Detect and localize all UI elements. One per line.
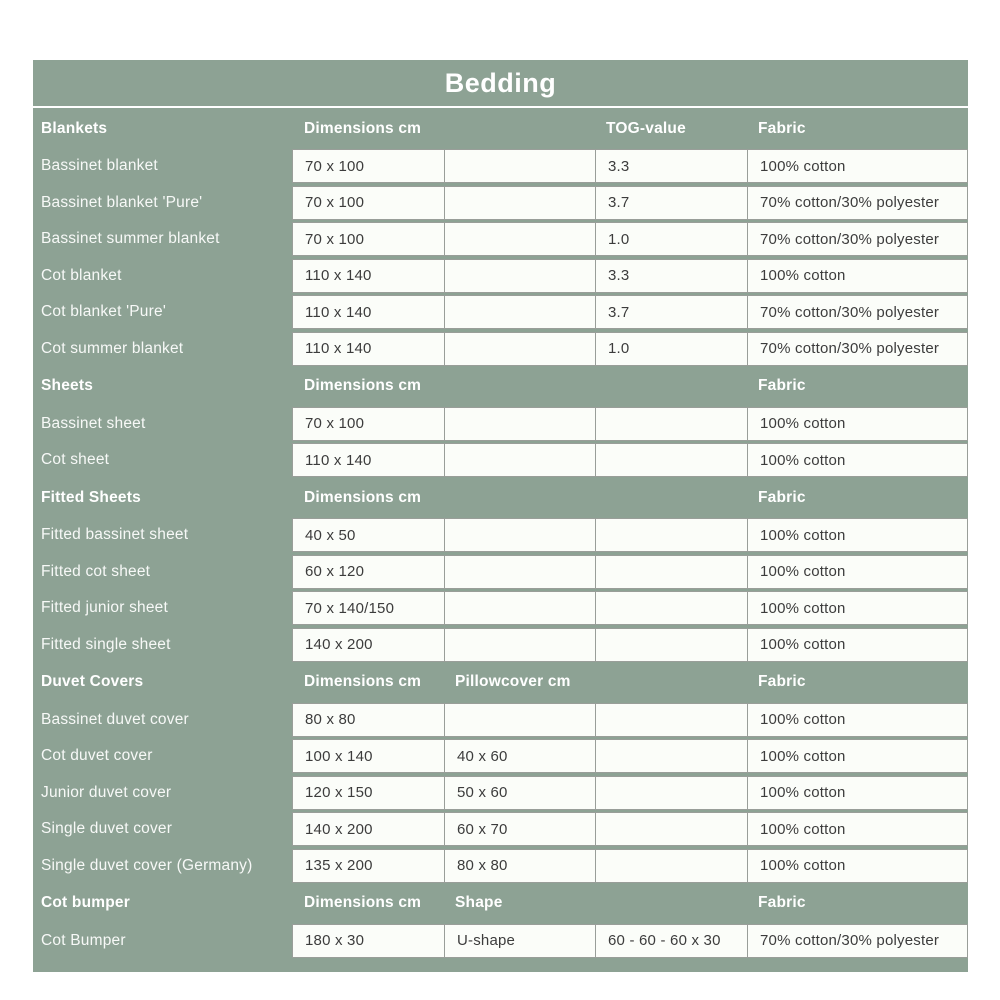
- row-cells: [292, 259, 968, 293]
- table-row: [33, 259, 968, 293]
- section-column-headers: [292, 664, 968, 700]
- cell-dimensions: 40 x 50: [305, 526, 356, 544]
- cell-tog: 3.7: [595, 187, 747, 219]
- cell-tog: [595, 592, 747, 624]
- row-label: Cot summer blanket: [41, 339, 184, 357]
- cell-fabric: 100% cotton: [747, 519, 967, 551]
- cell-fabric: 100% cotton: [747, 629, 967, 661]
- cell-secondary: 80 x 80: [444, 850, 595, 882]
- cell-tog: [595, 629, 747, 661]
- column-header-fabric: Fabric: [758, 377, 806, 394]
- row-label: Cot blanket 'Pure': [41, 303, 166, 320]
- cell-tog: 3.3: [595, 150, 747, 182]
- cell-tog: 60 - 60 - 60 x 30: [595, 925, 747, 957]
- table-title-band: [33, 60, 968, 108]
- column-header-dimensions: Dimensions cm: [304, 119, 422, 137]
- cell-secondary: [444, 704, 595, 736]
- row-cells: [292, 332, 968, 366]
- cell-fabric: 100% cotton: [747, 556, 967, 588]
- cell-dimensions: 60 x 120: [305, 563, 365, 580]
- cell-tog: [595, 444, 747, 476]
- row-label: Fitted bassinet sheet: [41, 526, 189, 543]
- cell-secondary: [444, 629, 595, 661]
- cell-secondary: 40 x 60: [444, 740, 595, 772]
- cell-fabric: 100% cotton: [747, 260, 967, 292]
- row-cells: [292, 555, 968, 589]
- table-body: [33, 111, 968, 958]
- row-cells: [292, 222, 968, 256]
- cell-tog: 1.0: [595, 333, 747, 365]
- row-label: Cot Bumper: [41, 931, 126, 949]
- column-header-fabric: Fabric: [758, 673, 806, 690]
- table-row: [33, 849, 968, 883]
- table-row: [33, 555, 968, 589]
- table-row: [33, 591, 968, 625]
- cell-secondary: U-shape: [444, 925, 595, 957]
- cell-secondary: [444, 223, 595, 255]
- row-cells: [292, 849, 968, 883]
- cell-tog: [595, 813, 747, 845]
- cell-dimensions: 180 x 30: [305, 932, 365, 949]
- section-header-row: [33, 664, 968, 700]
- row-cells: [292, 518, 968, 552]
- cell-fabric: 100% cotton: [747, 150, 967, 182]
- table-row: [33, 812, 968, 846]
- table-row: [33, 739, 968, 773]
- column-header-tog: [594, 480, 746, 516]
- row-label: Single duvet cover (Germany): [41, 856, 253, 874]
- section-header-row: [33, 111, 968, 147]
- row-cells: [292, 924, 968, 958]
- cell-tog: [595, 556, 747, 588]
- cell-fabric: 70% cotton/30% polyester: [747, 187, 967, 219]
- column-header-secondary: Pillowcover cm: [455, 673, 571, 690]
- section-title: Duvet Covers: [41, 673, 144, 690]
- column-header-secondary: [443, 368, 594, 404]
- cell-dimensions: 120 x 150: [305, 784, 373, 801]
- section-header-row: [33, 480, 968, 516]
- cell-tog: [595, 519, 747, 551]
- cell-fabric: 100% cotton: [747, 813, 967, 845]
- cell-dimensions: 110 x 140: [305, 267, 372, 284]
- cell-fabric: 100% cotton: [747, 408, 967, 440]
- cell-secondary: [444, 296, 595, 328]
- cell-dimensions: 70 x 140/150: [305, 599, 395, 617]
- section-column-headers: [292, 480, 968, 516]
- cell-dimensions: 135 x 200: [305, 857, 373, 874]
- table-row: [33, 295, 968, 329]
- cell-tog: [595, 740, 747, 772]
- cell-dimensions: 70 x 100: [305, 157, 365, 175]
- section-title: Cot bumper: [41, 894, 130, 911]
- section-column-headers: [292, 111, 968, 147]
- column-header-dimensions: Dimensions cm: [304, 894, 422, 911]
- cell-tog: [595, 408, 747, 440]
- cell-secondary: [444, 519, 595, 551]
- row-cells: [292, 295, 968, 329]
- cell-dimensions: 110 x 140: [305, 303, 372, 321]
- cell-dimensions: 70 x 100: [305, 415, 365, 432]
- row-cells: [292, 591, 968, 625]
- cell-tog: 1.0: [595, 223, 747, 255]
- cell-tog: [595, 850, 747, 882]
- column-header-secondary: [443, 111, 594, 147]
- table-row: [33, 222, 968, 256]
- cell-fabric: 100% cotton: [747, 740, 967, 772]
- cell-secondary: [444, 187, 595, 219]
- column-header-dimensions: Dimensions cm: [304, 488, 422, 506]
- cell-secondary: [444, 150, 595, 182]
- cell-secondary: [444, 260, 595, 292]
- table-row: [33, 924, 968, 958]
- cell-secondary: [444, 444, 595, 476]
- cell-fabric: 70% cotton/30% polyester: [747, 296, 967, 328]
- row-label: Bassinet sheet: [41, 414, 146, 432]
- table-row: [33, 776, 968, 810]
- column-header-fabric: Fabric: [758, 894, 806, 911]
- cell-secondary: [444, 556, 595, 588]
- row-cells: [292, 812, 968, 846]
- row-label: Bassinet blanket: [41, 157, 158, 174]
- row-label: Cot duvet cover: [41, 747, 153, 764]
- row-cells: [292, 739, 968, 773]
- cell-dimensions: 70 x 100: [305, 230, 365, 248]
- table-row: [33, 443, 968, 477]
- section-header-row: [33, 368, 968, 404]
- column-header-tog: TOG-value: [606, 119, 686, 137]
- cell-fabric: 100% cotton: [747, 777, 967, 809]
- column-header-tog: [594, 368, 746, 404]
- section-column-headers: [292, 368, 968, 404]
- row-cells: [292, 186, 968, 220]
- cell-dimensions: 100 x 140: [305, 747, 373, 765]
- column-header-secondary: [443, 480, 594, 516]
- cell-fabric: 100% cotton: [747, 850, 967, 882]
- section-title: Sheets: [41, 377, 94, 394]
- row-label: Single duvet cover: [41, 820, 173, 837]
- row-cells: [292, 776, 968, 810]
- column-header-secondary: Shape: [455, 894, 503, 911]
- row-label: Cot sheet: [41, 451, 110, 468]
- table-row: [33, 407, 968, 441]
- cell-tog: 3.7: [595, 296, 747, 328]
- table-row: [33, 149, 968, 183]
- row-label: Bassinet blanket 'Pure': [41, 193, 203, 211]
- cell-dimensions: 140 x 200: [305, 636, 373, 653]
- cell-dimensions: 140 x 200: [305, 820, 373, 838]
- row-cells: [292, 628, 968, 662]
- section-column-headers: [292, 885, 968, 921]
- row-cells: [292, 149, 968, 183]
- column-header-dimensions: Dimensions cm: [304, 377, 422, 394]
- table-row: [33, 628, 968, 662]
- cell-secondary: [444, 592, 595, 624]
- cell-dimensions: 110 x 140: [305, 451, 372, 469]
- row-label: Bassinet summer blanket: [41, 230, 220, 247]
- cell-fabric: 70% cotton/30% polyester: [747, 223, 967, 255]
- table-row: [33, 186, 968, 220]
- section-title: Fitted Sheets: [41, 488, 141, 506]
- cell-secondary: [444, 333, 595, 365]
- cell-dimensions: 80 x 80: [305, 711, 356, 728]
- section-title: Blankets: [41, 119, 108, 137]
- cell-tog: [595, 777, 747, 809]
- cell-dimensions: 110 x 140: [305, 340, 372, 357]
- row-label: Cot blanket: [41, 266, 122, 284]
- column-header-dimensions: Dimensions cm: [304, 673, 422, 690]
- cell-secondary: 50 x 60: [444, 777, 595, 809]
- cell-tog: [595, 704, 747, 736]
- cell-tog: 3.3: [595, 260, 747, 292]
- row-label: Bassinet duvet cover: [41, 710, 189, 728]
- column-header-fabric: Fabric: [758, 119, 806, 137]
- cell-fabric: 70% cotton/30% polyester: [747, 925, 967, 957]
- row-label: Fitted junior sheet: [41, 599, 169, 616]
- table-row: [33, 332, 968, 366]
- cell-fabric: 100% cotton: [747, 592, 967, 624]
- table-row: [33, 703, 968, 737]
- column-header-tog: [594, 664, 746, 700]
- row-label: Junior duvet cover: [41, 783, 172, 801]
- cell-fabric: 100% cotton: [747, 704, 967, 736]
- row-cells: [292, 407, 968, 441]
- bedding-table-panel: [33, 60, 968, 972]
- row-label: Fitted cot sheet: [41, 562, 151, 580]
- table-row: [33, 518, 968, 552]
- page-title: Bedding: [444, 67, 557, 98]
- column-header-fabric: Fabric: [758, 488, 806, 506]
- section-header-row: [33, 885, 968, 921]
- cell-fabric: 70% cotton/30% polyester: [747, 333, 967, 365]
- cell-dimensions: 70 x 100: [305, 194, 365, 211]
- row-cells: [292, 703, 968, 737]
- column-header-tog: [594, 885, 746, 921]
- cell-fabric: 100% cotton: [747, 444, 967, 476]
- row-label: Fitted single sheet: [41, 635, 171, 653]
- cell-secondary: [444, 408, 595, 440]
- cell-secondary: 60 x 70: [444, 813, 595, 845]
- row-cells: [292, 443, 968, 477]
